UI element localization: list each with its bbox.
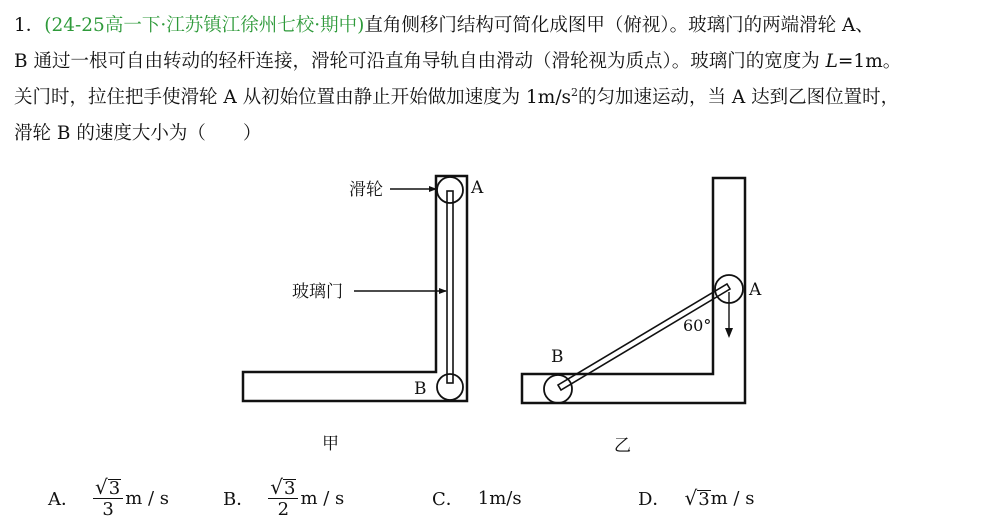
option-d-root <box>684 487 710 509</box>
width-variable: L <box>825 51 838 72</box>
jia-glass-arrowhead <box>439 288 447 294</box>
sqrt-icon: √ <box>270 474 283 499</box>
option-a[interactable] <box>48 470 169 526</box>
yi-label-b: B <box>551 347 564 367</box>
question-source: (24-25高一下·江苏镇江徐州七校·期中) <box>44 15 365 36</box>
option-b-unit: m / s <box>300 487 345 509</box>
option-b-letter: B． <box>223 489 255 510</box>
jia-label-b: B <box>414 379 427 399</box>
question-line3-text: 关门时，拉住把手使滑轮 A 从初始位置由静止开始做加速度为 1m/s <box>14 87 572 108</box>
jia-label-glass: 玻璃门 <box>292 282 343 302</box>
jia-pulley-b <box>437 374 463 400</box>
question-line2-end: =1m。 <box>837 51 902 72</box>
jia-caption: 甲 <box>322 434 339 454</box>
question-line1-text: 直角侧移门结构可简化成图甲（俯视）。玻璃门的两端滑轮 A、 <box>364 15 874 36</box>
jia-rail <box>243 176 467 401</box>
option-b-denominator: 2 <box>277 498 290 520</box>
option-a-radicand: 3 <box>108 477 121 499</box>
option-a-denominator: 3 <box>102 498 114 520</box>
option-d-radicand: 3 <box>698 489 710 510</box>
option-d-letter: D． <box>638 489 671 510</box>
sqrt-icon: √ <box>684 486 698 510</box>
option-b-radicand: 3 <box>283 477 296 499</box>
yi-label-a: A <box>749 280 762 300</box>
option-c-text: 1m/s <box>477 487 522 509</box>
option-b-fraction <box>268 476 298 521</box>
yi-velocity-arrowhead <box>725 328 733 338</box>
jia-pulley-a <box>437 177 463 203</box>
figure-yi <box>522 178 745 403</box>
option-d[interactable] <box>638 470 754 526</box>
option-a-fraction <box>93 476 123 521</box>
option-c[interactable] <box>432 470 522 526</box>
jia-glass-door <box>447 191 453 383</box>
question-line2-text: B 通过一根可自由转动的轻杆连接，滑轮可沿直角导轨自由滑动（滑轮视为质点）。玻璃门的宽度为 <box>14 51 826 72</box>
answer-options <box>0 470 1004 526</box>
yi-caption: 乙 <box>614 436 631 456</box>
jia-label-pulley: 滑轮 <box>349 180 383 200</box>
question-line4-text: 滑轮 B 的速度大小为（ ） <box>14 123 262 144</box>
option-d-unit: m / s <box>710 487 755 509</box>
question-line3-end: 的匀加速运动，当 A 达到乙图位置时， <box>578 87 900 108</box>
yi-rail <box>522 178 745 403</box>
question-number: 1． <box>14 15 45 36</box>
yi-pulley-b <box>544 375 572 403</box>
exponent: 2 <box>571 86 579 99</box>
figure-jia <box>243 176 467 401</box>
sqrt-icon: √ <box>95 474 108 499</box>
option-a-unit: m / s <box>125 487 170 509</box>
yi-angle-label: 60° <box>683 316 712 335</box>
option-a-letter: A． <box>48 489 79 510</box>
jia-label-a: A <box>471 178 484 198</box>
option-b[interactable] <box>223 470 344 526</box>
option-c-letter: C． <box>432 489 464 510</box>
